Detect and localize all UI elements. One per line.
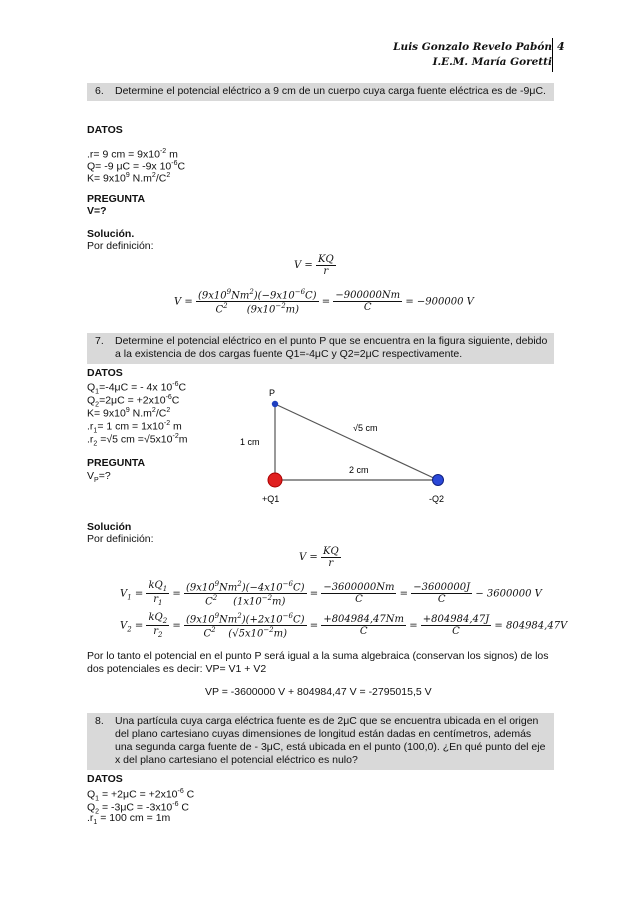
question-6-box bbox=[87, 83, 554, 101]
question-8-text: Una partícula cuya carga eléctrica fuente es de 2μC que se encuentra ubicada en el origen del plano cartesiano cuyas dimensiones de longitud están dadas en centímetros, además una segunda carga fuente de - 3μC, está ubicada en el punto (100,0). ¿En qué punto del eje x del plano cartesiano el potencial eléctrico es nulo? bbox=[115, 715, 546, 766]
q7-final-result: VP = -3600000 V + 804984,47 V = -2795015,5 V bbox=[205, 686, 432, 698]
figure-label-p: P bbox=[269, 388, 276, 398]
q8-dato-r1: $.r_1 = 100$ cm = 1m bbox=[87, 812, 171, 827]
q6-datos-title: DATOS bbox=[87, 124, 123, 136]
q6-formula: V = $\frac{KQ}{r}$ bbox=[294, 254, 334, 277]
q7-dato-r1: $.r_1= 1$ cm = $1x10^{-2}$ m bbox=[87, 420, 182, 435]
q7-datos-title: DATOS bbox=[87, 367, 123, 379]
question-6-text: Determine el potencial eléctrico a 9 cm de un cuerpo cuya carga fuente eléctrica es de -9μC. bbox=[115, 85, 546, 97]
q7-dato-r2: $.r_2 =√5$ cm $=√5x10^{-2}m$ bbox=[87, 433, 188, 448]
figure-label-q2: -Q2 bbox=[429, 494, 445, 504]
q6-definicion: Por definición: bbox=[87, 240, 154, 252]
q7-formula: V = $\frac{KQ}{r}$ bbox=[299, 546, 339, 569]
q7-conclusion: Por lo tanto el potencial en el punto P será igual a la suma algebraica (conservan los signos) de los dos potenciales es decir: VP= V1 + V2 bbox=[87, 650, 549, 675]
q6-solucion-title: Solución. bbox=[87, 228, 135, 240]
q7-v2-result: = 804984,47V bbox=[494, 620, 568, 632]
q7-figure bbox=[232, 378, 472, 508]
q7-dato-q2: $Q_2=2\mu C = +2x10^{-6}C$ bbox=[87, 394, 180, 409]
header-author bbox=[393, 40, 552, 70]
charge-q1-circle bbox=[268, 473, 282, 487]
q6-substitution: V = $\frac{(9x10^9Nm^2)(-9x10^{-6}C)}{C^2 (9x10^{-2}m)}$ = $\frac{-900000Nm}{C}$ = −900000 V bbox=[174, 288, 474, 316]
q6-pregunta-title: PREGUNTA bbox=[87, 193, 146, 205]
q8-dato-q2: $Q_2 = -3\mu C = -3x10^{-6}$ C bbox=[87, 801, 189, 816]
q6-dato-k: $K= 9x10^9$ $N.m^2/C^2$ bbox=[87, 172, 171, 185]
q7-v2-equation: $V_2$ = $\frac{kQ_2}{r_2}$ = $\frac{(9x10^9Nm^2)(+2x10^{-6}C)}{C^2 (√5x10^{-2}m)}$ = $\frac{+804984,47Nm}{C}$ = $\frac{+804984,47J}{C}$ = 804984,47V bbox=[120, 612, 568, 640]
question-7-text: Determine el potencial eléctrico en el punto P que se encuentra en la figura siguiente, debido a la existencia de dos cargas fuente Q1=-4μC y Q2=2μC respectivamente. bbox=[115, 335, 548, 360]
q7-dato-q1: $Q_1=-4\mu C$ = - 4x $10^{-6}C$ bbox=[87, 381, 187, 396]
q7-solucion-title: Solución bbox=[87, 521, 132, 533]
q7-pregunta: $V_P=$? bbox=[87, 470, 111, 485]
q7-pregunta-title: PREGUNTA bbox=[87, 457, 146, 469]
figure-label-1cm: 1 cm bbox=[240, 437, 260, 447]
q7-v1-equation: $V_1$ = $\frac{kQ_1}{r_1}$ = $\frac{(9x10^9Nm^2)(-4x10^{-6}C)}{C^2 (1x10^{-2}m)}$ = $\frac{-3600000Nm}{C}$ = $\frac{-3600000J}{C}$ − 3600000 V bbox=[120, 580, 542, 608]
question-7-box bbox=[87, 333, 554, 364]
question-6-number: 6. bbox=[95, 85, 104, 97]
q6-dato-q: Q= -9 μC = -9x $10^{-6}C$ bbox=[87, 160, 186, 173]
point-p-dot bbox=[272, 401, 278, 407]
charge-q2-circle bbox=[433, 475, 444, 486]
question-8-number: 8. bbox=[95, 715, 104, 727]
q6-dato-r: .r= 9 cm = $9x10^{-2}$ m bbox=[87, 148, 178, 161]
figure-label-sqrt5cm: √5 cm bbox=[353, 423, 378, 433]
q6-pregunta: V=? bbox=[87, 205, 107, 217]
q7-v1-result: − 3600000 V bbox=[475, 588, 542, 600]
q8-dato-q1: $Q_1 = +2\mu C = +2x10^{-6}$ C bbox=[87, 788, 195, 803]
q7-dato-k: $K= 9x10^9$ $N.m^2/C^2$ bbox=[87, 407, 171, 420]
q6-result: = −900000 V bbox=[405, 296, 474, 308]
figure-label-2cm: 2 cm bbox=[349, 465, 369, 475]
page-number: 4 bbox=[557, 40, 565, 53]
figure-label-q1: +Q1 bbox=[262, 494, 280, 504]
q7-definicion: Por definición: bbox=[87, 533, 154, 545]
question-8-box bbox=[87, 713, 554, 770]
header-name: Luis Gonzalo Revelo Pabón bbox=[393, 41, 552, 53]
header-school: I.E.M. María Goretti bbox=[432, 56, 552, 68]
question-7-number: 7. bbox=[95, 335, 104, 347]
q8-datos-title: DATOS bbox=[87, 773, 123, 785]
header-divider bbox=[552, 38, 553, 72]
